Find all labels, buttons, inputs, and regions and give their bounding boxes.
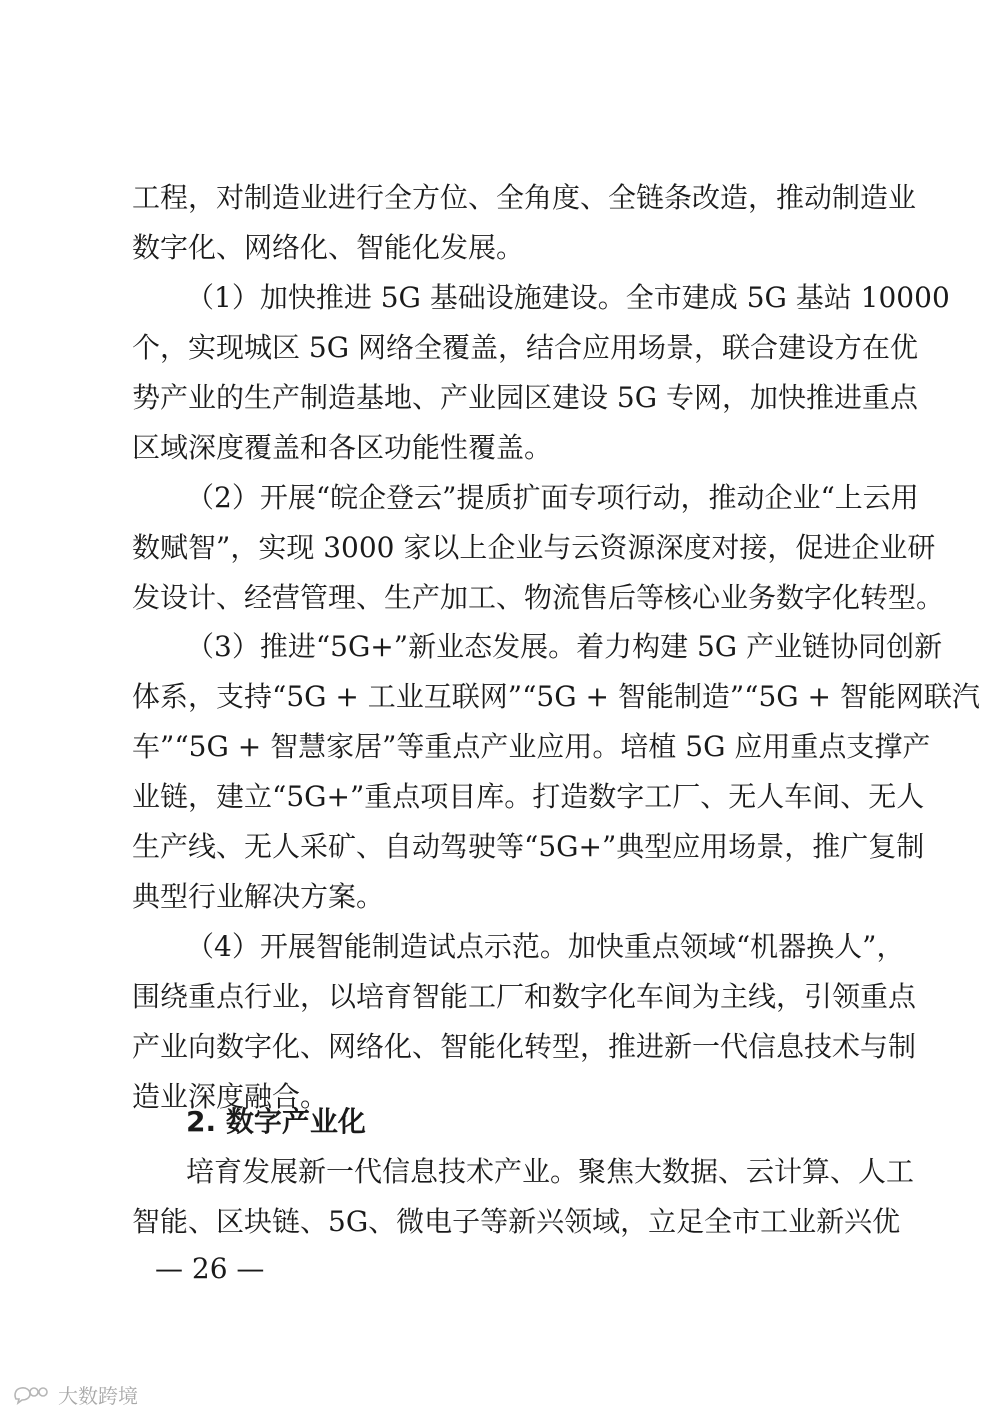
paragraph-line: 数字化、网络化、智能化发展。 [132,231,525,264]
paragraph-line: （1）加快推进 5G 基础设施建设。全市建成 5G 基站 10000 [186,281,950,314]
watermark-text: 大数跨境 [58,1383,138,1408]
paragraph-line: 势产业的生产制造基地、产业园区建设 5G 专网，加快推进重点 [132,381,918,414]
paragraph-line: 智能、区块链、5G、微电子等新兴领域，立足全市工业新兴优 [132,1205,901,1238]
paragraph-line: 个，实现城区 5G 网络全覆盖，结合应用场景，联合建设方在优 [132,331,918,364]
paragraph-line: 产业向数字化、网络化、智能化转型，推进新一代信息技术与制 [132,1030,917,1063]
paragraph-line: 典型行业解决方案。 [132,880,385,913]
paragraph-line: 工程，对制造业进行全方位、全角度、全链条改造，推动制造业 [132,181,917,214]
paragraph-line: 区域深度覆盖和各区功能性覆盖。 [132,431,553,464]
paragraph-line: 生产线、无人采矿、自动驾驶等“5G+”典型应用场景，推广复制 [132,830,925,863]
paragraph-line: （4）开展智能制造试点示范。加快重点领域“机器换人”， [186,930,905,963]
paragraph-line: 围绕重点行业，以培育智能工厂和数字化车间为主线，引领重点 [132,980,917,1013]
paragraph-line: （3）推进“5G+”新业态发展。着力构建 5G 产业链协同创新 [186,630,943,663]
paragraph-line: 体系，支持“5G + 工业互联网”“5G + 智能制造”“5G + 智能网联汽 [132,680,980,713]
paragraph-line: 发设计、经营管理、生产加工、物流售后等核心业务数字化转型。 [132,581,945,614]
paragraph-line: （2）开展“皖企登云”提质扩面专项行动，推动企业“上云用 [186,481,919,514]
paragraph-line: 培育发展新一代信息技术产业。聚焦大数据、云计算、人工 [186,1155,915,1188]
paragraph-line: 业链，建立“5G+”重点项目库。打造数字工厂、无人车间、无人 [132,780,925,813]
section-heading: 2. 数字产业化 [186,1105,366,1138]
paragraph-line: 数赋智”，实现 3000 家以上企业与云资源深度对接，促进企业研 [132,531,936,564]
page-number: — 26 — [155,1252,265,1285]
speech-bubble-logo-icon [12,1383,52,1405]
paragraph-line: 造业深度融合。 [132,1080,329,1113]
paragraph-line: 车”“5G + 智慧家居”等重点产业应用。培植 5G 应用重点支撑产 [132,730,931,763]
watermark [12,1380,138,1408]
